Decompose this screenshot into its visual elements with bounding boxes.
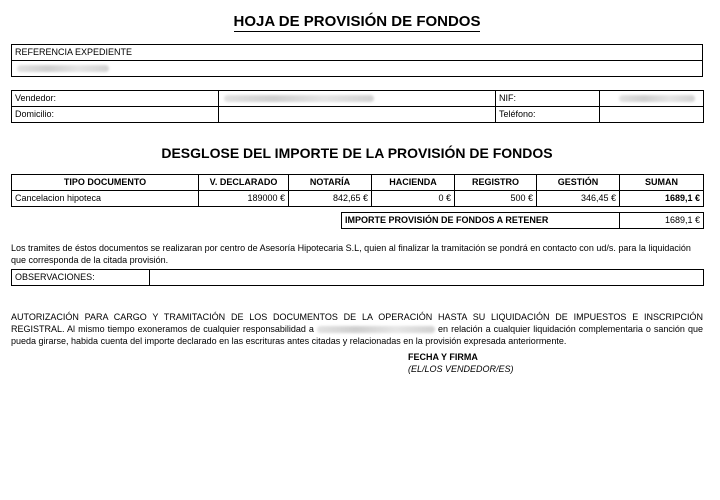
- breakdown-header-row: [12, 175, 704, 191]
- cell-notaria: 842,65 €: [289, 191, 372, 207]
- header-gestion: GESTIÓN: [537, 175, 620, 191]
- processing-notice: Los tramites de éstos documentos se realizaran por centro de Asesoría Hipotecaria S.L, quien al finalizar la tramitación se pondrá en contacto con ud/s. para la liquidación que corresponda de la citada provisión.: [11, 243, 691, 265]
- header-hacienda: HACIENDA: [372, 175, 455, 191]
- redacted-reference: [17, 65, 109, 72]
- retain-value: 1689,1 €: [620, 213, 704, 229]
- cell-v-declarado: 189000 €: [199, 191, 289, 207]
- document-title: HOJA DE PROVISIÓN DE FONDOS: [233, 13, 481, 30]
- domicilio-label: Domicilio:: [12, 107, 219, 123]
- header-v-declarado: V. DECLARADO: [199, 175, 289, 191]
- reference-label: REFERENCIA EXPEDIENTE: [12, 45, 703, 61]
- authorization-part1: AUTORIZACIÓN PARA CARGO Y TRAMITACIÓN DE LOS DOCUMENTOS DE LA OPERACIÓN HASTA SU LIQUIDACIÓN DE IMPUESTOS E INSCRIPCIÓN REGISTRAL. Al mismo tiempo exoneramos de cualquier responsabilidad a: [11, 312, 703, 334]
- header-suman: SUMAN: [620, 175, 704, 191]
- breakdown-title: DESGLOSE DEL IMPORTE DE LA PROVISIÓN DE FONDOS: [161, 145, 553, 161]
- telefono-value: [600, 107, 704, 123]
- cell-tipo-documento: Cancelacion hipoteca: [12, 191, 199, 207]
- reference-value: [12, 61, 703, 77]
- cell-hacienda: 0 €: [372, 191, 455, 207]
- observaciones-label: OBSERVACIONES:: [12, 270, 150, 286]
- header-notaria: NOTARÍA: [289, 175, 372, 191]
- vendedor-label: Vendedor:: [12, 91, 219, 107]
- authorization-part2: en relación a cualquier liquidación complementaria o sanción que pueda girarse, habida cuenta del importe declarado en las escrituras antes citadas y relacionadas en la provisión expresada anteriormente.: [11, 324, 703, 346]
- retain-label: IMPORTE PROVISIÓN DE FONDOS A RETENER: [342, 213, 620, 229]
- header-registro: REGISTRO: [455, 175, 537, 191]
- cell-registro: 500 €: [455, 191, 537, 207]
- nif-label: NIF:: [496, 91, 600, 107]
- observaciones-field[interactable]: [150, 270, 704, 286]
- telefono-label: Teléfono:: [496, 107, 600, 123]
- signature-seller-label: (EL/LOS VENDEDOR/ES): [408, 364, 514, 374]
- observations-table: [11, 269, 704, 286]
- retain-table: [341, 212, 704, 229]
- table-row: [12, 191, 704, 207]
- cell-gestion: 346,45 €: [537, 191, 620, 207]
- authorization-text: [11, 311, 703, 347]
- redacted-company: [317, 326, 435, 333]
- breakdown-table: [11, 174, 704, 207]
- nif-value: [600, 91, 704, 107]
- domicilio-value: [219, 107, 496, 123]
- signature-date-label: FECHA Y FIRMA: [408, 352, 478, 362]
- seller-table: [11, 90, 704, 123]
- vendedor-value: [219, 91, 496, 107]
- reference-table: [11, 44, 703, 77]
- redacted-nif: [619, 95, 695, 102]
- cell-suman: 1689,1 €: [620, 191, 704, 207]
- redacted-seller-name: [224, 95, 374, 102]
- signature-block: [408, 351, 514, 375]
- header-tipo-documento: TIPO DOCUMENTO: [12, 175, 199, 191]
